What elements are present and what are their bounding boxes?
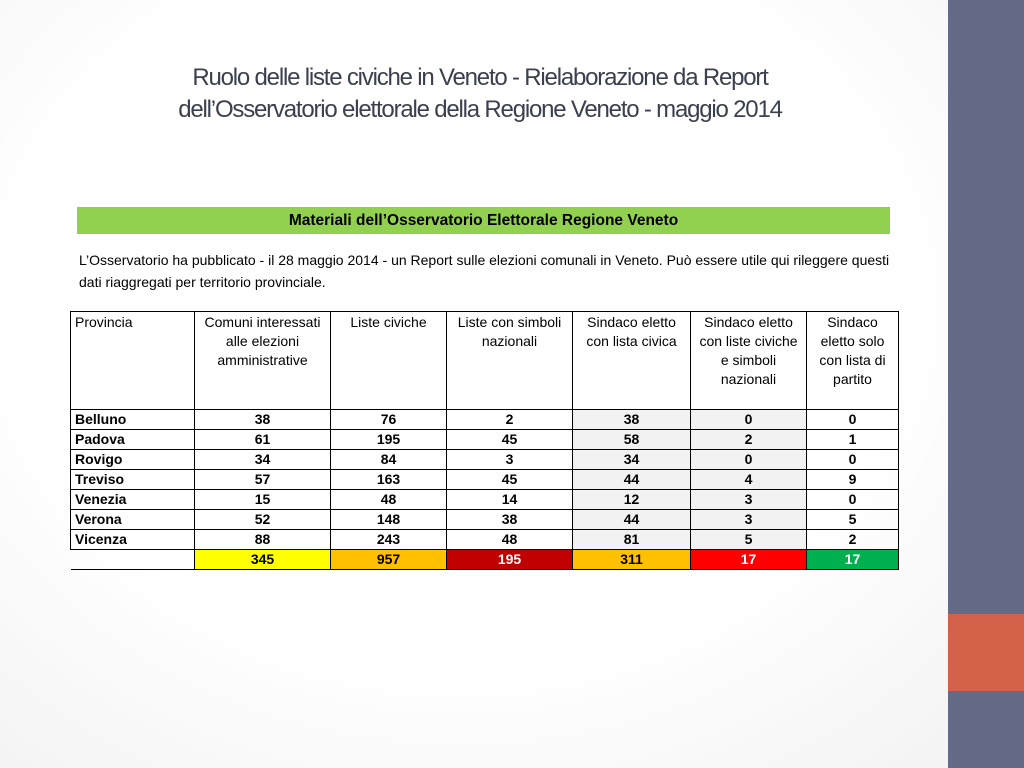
header-provincia: Provincia: [71, 312, 195, 410]
value-cell: 163: [331, 470, 447, 490]
value-cell: 38: [573, 410, 691, 430]
province-cell: Belluno: [71, 410, 195, 430]
value-cell: 81: [573, 530, 691, 550]
value-cell: 12: [573, 490, 691, 510]
value-cell: 2: [807, 530, 899, 550]
value-cell: 1: [807, 430, 899, 450]
totals-label-cell: [71, 550, 195, 570]
province-cell: Vicenza: [71, 530, 195, 550]
value-cell: 5: [807, 510, 899, 530]
total-cell: 957: [331, 550, 447, 570]
value-cell: 243: [331, 530, 447, 550]
province-cell: Venezia: [71, 490, 195, 510]
header-sindaco-misto: Sindaco eletto con liste civiche e simboli nazionali: [691, 312, 807, 410]
value-cell: 0: [807, 490, 899, 510]
value-cell: 9: [807, 470, 899, 490]
value-cell: 76: [331, 410, 447, 430]
value-cell: 38: [447, 510, 573, 530]
table-row: [71, 450, 899, 470]
slide-title-line-1: Ruolo delle liste civiche in Veneto - Rielaborazione da Report: [192, 64, 768, 91]
table-row: [71, 530, 899, 550]
province-cell: Padova: [71, 430, 195, 450]
value-cell: 44: [573, 510, 691, 530]
value-cell: 88: [195, 530, 331, 550]
table-row: [71, 430, 899, 450]
banner-text: Materiali dell’Osservatorio Elettorale Regione Veneto: [288, 211, 679, 229]
value-cell: 84: [331, 450, 447, 470]
value-cell: 48: [331, 490, 447, 510]
value-cell: 0: [691, 450, 807, 470]
table-header-row: [71, 312, 899, 410]
results-table: [70, 311, 899, 570]
slide-title-line-2: dell’Osservatorio elettorale della Regione Veneto - maggio 2014: [178, 96, 782, 123]
header-liste-civiche: Liste civiche: [331, 312, 447, 410]
table-row: [71, 490, 899, 510]
header-sindaco-partito: Sindaco eletto solo con lista di partito: [807, 312, 899, 410]
value-cell: 58: [573, 430, 691, 450]
totals-row: [71, 550, 899, 570]
header-sindaco-civica: Sindaco eletto con lista civica: [573, 312, 691, 410]
value-cell: 44: [573, 470, 691, 490]
intro-paragraph: L’Osservatorio ha pubblicato - il 28 maggio 2014 - un Report sulle elezioni comunali in Veneto. Può essere utile qui rileggere questi dati riaggregati per territorio provinciale.: [79, 252, 890, 290]
value-cell: 3: [691, 510, 807, 530]
value-cell: 38: [195, 410, 331, 430]
slide-title: [60, 62, 900, 126]
header-comuni: Comuni interessati alle elezioni amministrative: [195, 312, 331, 410]
banner: [77, 207, 890, 234]
value-cell: 52: [195, 510, 331, 530]
value-cell: 2: [691, 430, 807, 450]
total-cell: 17: [807, 550, 899, 570]
table-row: [71, 410, 899, 430]
value-cell: 148: [331, 510, 447, 530]
value-cell: 0: [807, 450, 899, 470]
province-cell: Verona: [71, 510, 195, 530]
value-cell: 45: [447, 430, 573, 450]
value-cell: 0: [807, 410, 899, 430]
value-cell: 48: [447, 530, 573, 550]
value-cell: 15: [195, 490, 331, 510]
value-cell: 14: [447, 490, 573, 510]
value-cell: 3: [691, 490, 807, 510]
value-cell: 57: [195, 470, 331, 490]
value-cell: 0: [691, 410, 807, 430]
value-cell: 34: [195, 450, 331, 470]
value-cell: 61: [195, 430, 331, 450]
value-cell: 2: [447, 410, 573, 430]
value-cell: 3: [447, 450, 573, 470]
value-cell: 5: [691, 530, 807, 550]
table-row: [71, 470, 899, 490]
total-cell: 345: [195, 550, 331, 570]
sidebar-accent-block: [948, 614, 1024, 691]
province-cell: Rovigo: [71, 450, 195, 470]
value-cell: 4: [691, 470, 807, 490]
total-cell: 17: [691, 550, 807, 570]
value-cell: 195: [331, 430, 447, 450]
header-liste-simboli: Liste con simboli nazionali: [447, 312, 573, 410]
value-cell: 45: [447, 470, 573, 490]
table-row: [71, 510, 899, 530]
province-cell: Treviso: [71, 470, 195, 490]
value-cell: 34: [573, 450, 691, 470]
total-cell: 195: [447, 550, 573, 570]
total-cell: 311: [573, 550, 691, 570]
